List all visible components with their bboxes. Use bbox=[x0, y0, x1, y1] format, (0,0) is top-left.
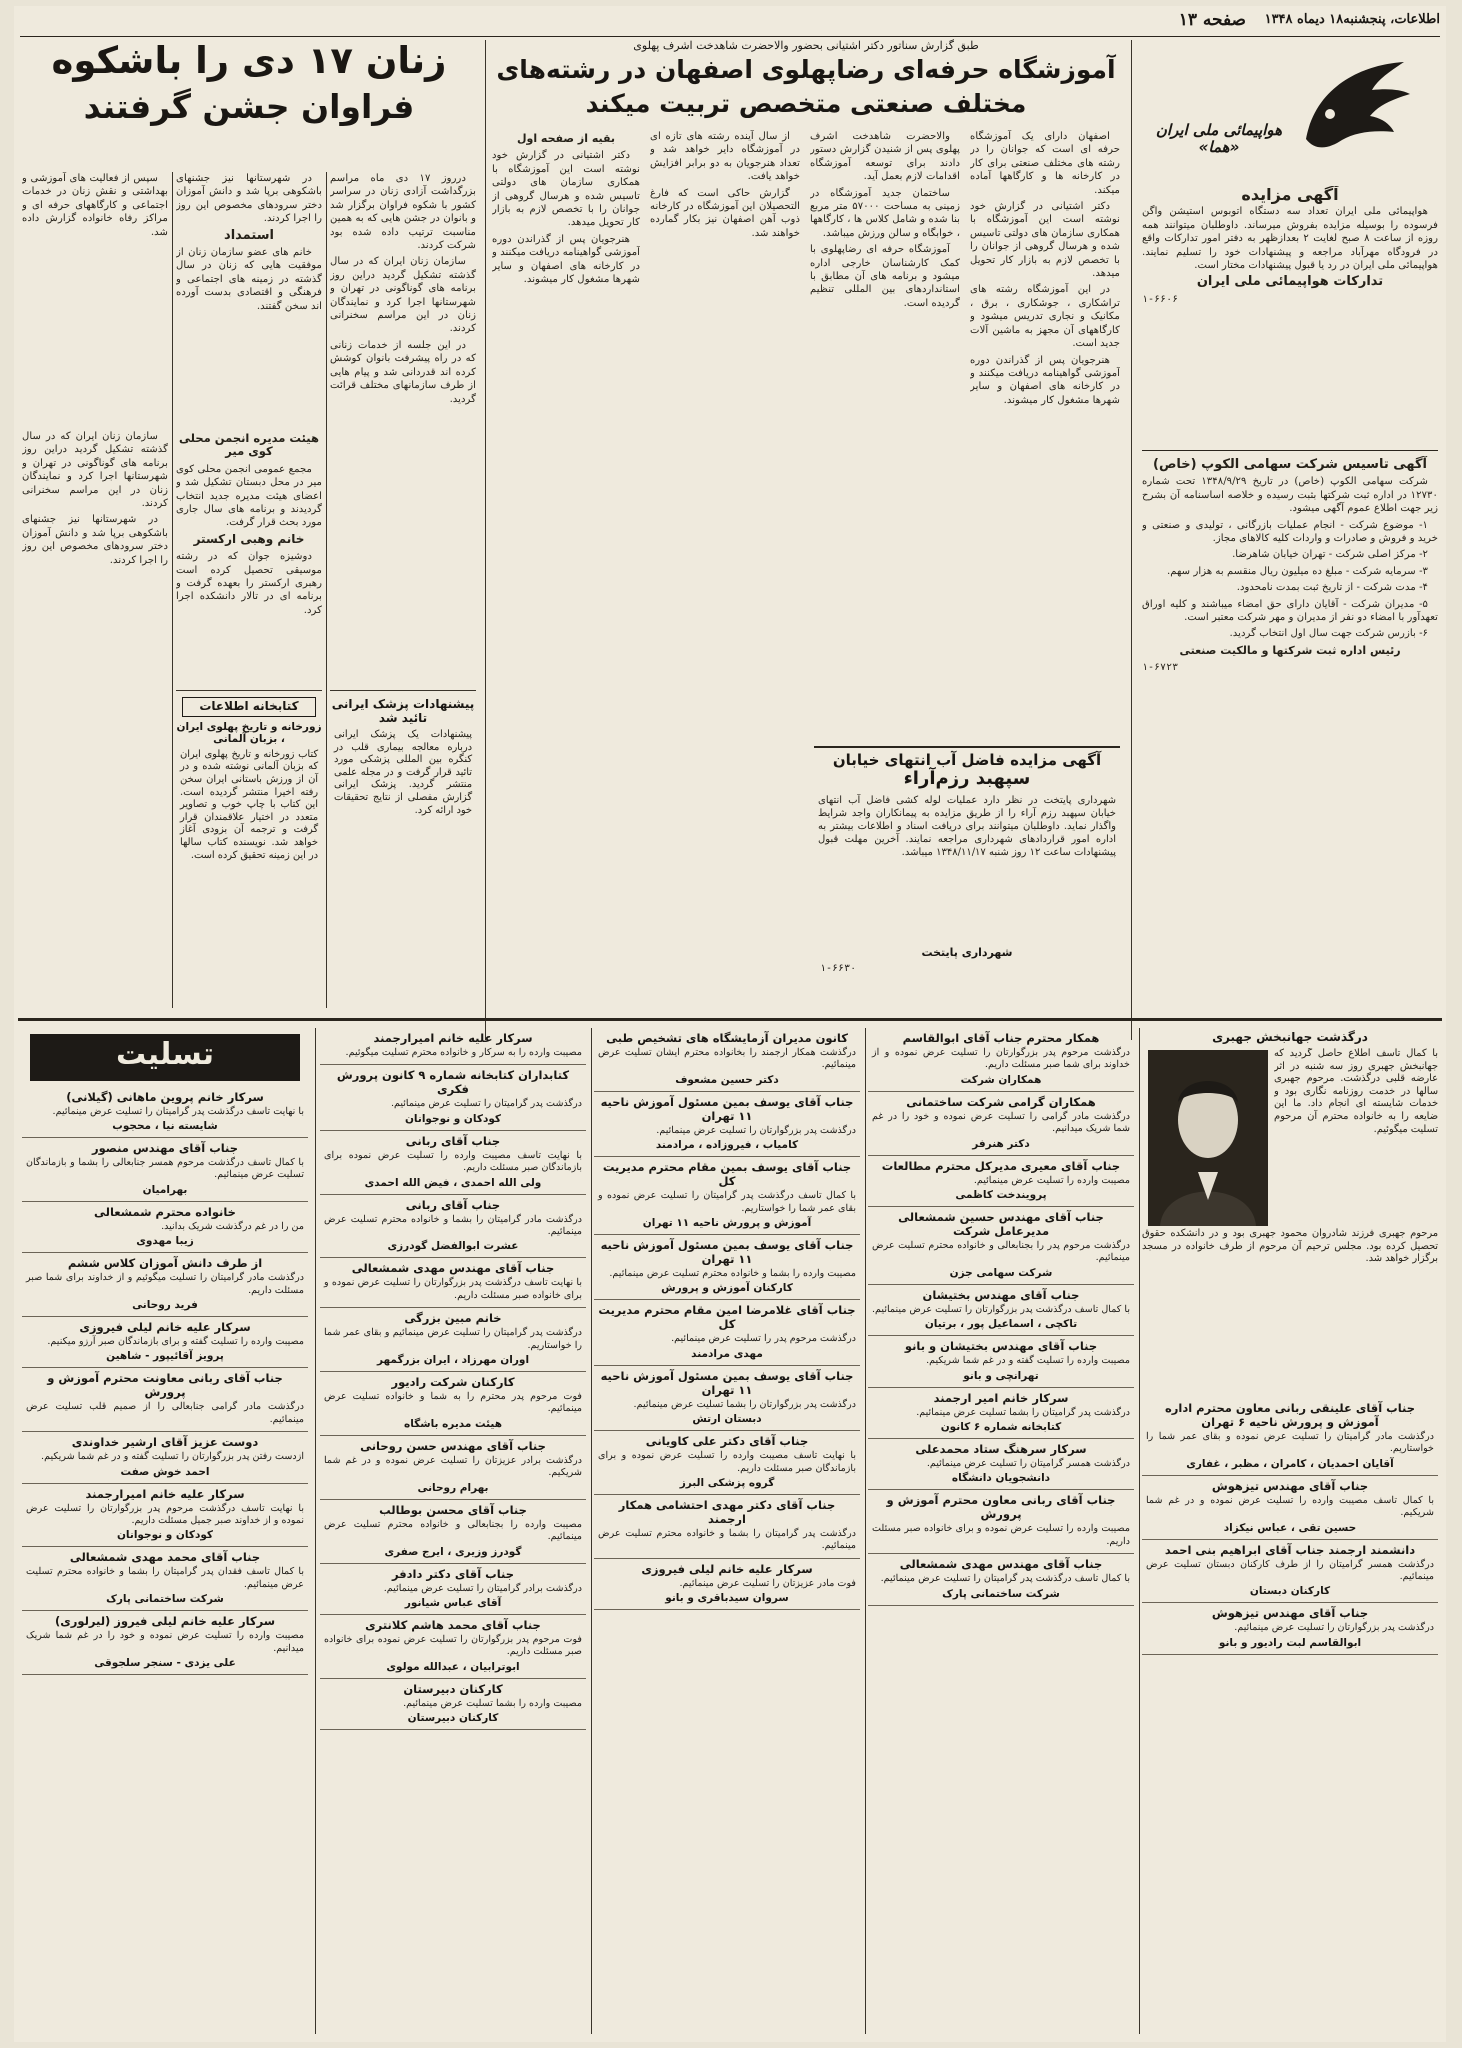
center-story-p9: گزارش حاکی است که فارغ التحصیلان این آموزشگاه در کارخانه ذوب آهن اصفهان نیز بکار گمارده خواهند شد. bbox=[650, 187, 800, 239]
notice-title: جناب آقای معیری مدیرکل محترم مطالعات bbox=[881, 1158, 1121, 1173]
notice-title: خانواده محترم شمشعالی bbox=[94, 1204, 236, 1219]
notice-title: سرکار علیه خانم امیرارجمند bbox=[373, 1031, 533, 1045]
condolence-notice bbox=[594, 1431, 860, 1495]
condolence-notice bbox=[22, 1202, 308, 1253]
company-ad-p1: شرکت سهامی الکوپ (خاص) در تاریخ ۱۳۴۸/۹/۲۹ تحت شماره ۱۲۷۳۰ در اداره ثبت شرکتها بثبت رسیده و خلاصه اساسنامه آن بشرح زیر جهت اطلاع عموم آگهی میشود. bbox=[1142, 476, 1438, 515]
lead-sub-2-title: خانم وهبی ارکستر bbox=[193, 531, 305, 546]
notice-text: درگذشت پدر بزرگوارتان را تسلیت عرض مینمائیم. bbox=[656, 1124, 856, 1136]
doctors-title: پیشنهادات پزشک ایرانی تائید شد bbox=[331, 697, 475, 725]
center-story-p3b: هنرجویان پس از گذراندن دوره آموزشی گواهینامه دریافت میکنند و در کارخانه های اصفهان و سایر شهرها مشغول کار میشوند. bbox=[492, 233, 640, 286]
condolence-notice bbox=[320, 1500, 586, 1564]
condolence-notice bbox=[594, 1366, 860, 1431]
condolence-notice bbox=[868, 1156, 1134, 1207]
condolence-notice bbox=[1142, 1603, 1438, 1654]
company-ad-p7: ۶- بازرس شرکت جهت سال اول انتخاب گردید. bbox=[1229, 628, 1428, 640]
notice-signature: تاکچی ، اسماعیل پور ، برتیان bbox=[924, 1318, 1078, 1331]
notice-signature: عشرت ابوالفضل گودرزی bbox=[387, 1240, 519, 1253]
notice-signature: سروان سیدباقری و بانو bbox=[665, 1592, 789, 1605]
notice-title: سرکار علیه خانم لیلی فیروز (لیرلوری) bbox=[54, 1614, 276, 1629]
airline-ad-code: ۱-۶۶۰۶ bbox=[1142, 293, 1179, 305]
notice-text: درگذشت همکار ارجمند را بخانواده محترم ایشان تسلیت عرض مینمائیم. bbox=[598, 1047, 856, 1071]
notice-title: جناب آقای علینقی ربانی معاون محترم اداره آموزش و پرورش ناحیه ۶ تهران bbox=[1164, 1401, 1416, 1429]
notice-title: دانشمند ارجمند جناب آقای ابراهیم بنی احمد bbox=[1164, 1542, 1416, 1557]
auction-code: ۱-۶۶۳۰ bbox=[820, 962, 857, 974]
lead-p2b: سازمان زنان ایران که در سال گذشته تشکیل گردید دراین روز برنامه های گوناگونی در تهران و شهرستانها اجرا کرد و نمایندگان زنان در این مراسم سخنرانی کردند. bbox=[22, 431, 168, 510]
notice-title: جناب آقای ربانی معاون محترم آموزش و پرورش bbox=[886, 1493, 1116, 1522]
notice-signature: احمد خوش صفت bbox=[120, 1465, 210, 1478]
notice-title: جناب آقای دکتر مهدی احتشامی همکار ارجمند bbox=[618, 1498, 836, 1527]
notices-col-1 bbox=[22, 1087, 308, 1676]
section-rule bbox=[18, 1018, 1442, 1021]
company-ad-p4: ۳- سرمایه شرکت - مبلغ ده میلیون ریال منقسم به هزار سهم. bbox=[1166, 565, 1428, 577]
condolence-notice bbox=[22, 1368, 308, 1432]
notice-signature: شرکت سهامی جزن bbox=[949, 1266, 1053, 1279]
condolence-notice bbox=[868, 1439, 1134, 1490]
center-story-p7: آموزشگاه حرفه ای رضاپهلوی با کمک کارشناسان خارجی اداره میشود و برنامه های آن مطابق با استانداردهای بین المللی تنظیم گردیده است. bbox=[810, 244, 960, 309]
notice-signature: تهرانچی و بانو bbox=[963, 1369, 1039, 1382]
center-story-continued: بقیه از صفحه اول bbox=[516, 132, 616, 145]
company-ad-p6: ۵- مدیران شرکت - آقایان دارای حق امضاء میباشند و کلیه اوراق تعهدآور با امضاء دو نفر از مدیران و مهر شرکت معتبر است. bbox=[1142, 598, 1438, 624]
library-text: کتاب زورخانه و تاریخ پهلوی ایران که بزبان آلمانی نوشته شده و در آن از ورزش باستانی ایران سخن رفته اخیرا منتشر گردیده است. این کتاب با چاپ خوب و تصاویر متعدد در اختیار علاقمندان قرار گرفت و ترجمه آن بزودی آغاز خواهد شد. نویسنده کتاب سالها در این زمینه تحقیق کرده است. bbox=[180, 748, 318, 861]
notice-title: کارکنان دبیرستان bbox=[403, 1681, 503, 1696]
center-story-p1: اصفهان دارای یک آموزشگاه حرفه ای است که جوانان را در رشته های مختلف صنعتی برای کار در کارخانه ها و کارگاهها آماده میکند. bbox=[970, 131, 1120, 196]
doctors-text: پیشنهادات یک پزشک ایرانی درباره معالجه بیماری قلب در کنگره بین المللی پزشکی مورد تائید قرار گرفت و در مجله علمی منتشر گردید. پزشک ایرانی گزارش مفصلی از نتایج تحقیقات خود ارائه کرد. bbox=[334, 729, 472, 816]
notice-title: جناب آقای ربانی معاونت محترم آموزش و پرورش bbox=[47, 1371, 283, 1400]
memorial-box bbox=[1142, 1028, 1438, 2034]
auction-text: شهرداری پایتخت در نظر دارد عملیات لوله کشی فاضل آب انتهای خیابان سپهبد رزم آراء را از طریق مزایده به پیمانکاران واجد شرایط واگذار نماید. داوطلبان میتوانند برای دریافت اسناد و اطلاعات بیشتر به اداره امور قراردادهای شهرداری مراجعه نمایند. آخرین مهلت قبول پیشنهادات ساعت ۱۲ روز شنبه ۱۳۴۸/۱۱/۱۷ میباشد. bbox=[818, 794, 1116, 858]
notice-signature: همکاران شرکت bbox=[960, 1073, 1042, 1086]
notice-title: جناب آقای مهندس بختیشان و بانو bbox=[904, 1339, 1098, 1354]
center-story-col-1 bbox=[970, 130, 1120, 772]
notice-text: با نهایت تاسف مصیبت وارده را تسلیت عرض نموده برای بازماندگان صبر مسئلت داریم. bbox=[324, 1149, 582, 1174]
lead-subheading: استمداد bbox=[224, 227, 274, 243]
notice-text: درگذشت پدر گرامیتان را تسلیت عرض مینمائیم. bbox=[390, 1098, 582, 1110]
notice-title: کتابداران کتابخانه شماره ۹ کانون پرورش فکری bbox=[336, 1068, 570, 1097]
notice-signature: پرویز آقائیپور - شاهین bbox=[106, 1350, 224, 1363]
condolence-notice bbox=[594, 1495, 860, 1559]
notice-text: فوت مادر عزیزتان را تسلیت عرض مینمائیم. bbox=[679, 1577, 856, 1589]
condolence-notice bbox=[320, 1615, 586, 1679]
notice-signature: دکتر حسین مشعوف bbox=[675, 1073, 779, 1086]
notice-signature: علی یزدی - سنجر سلجوقی bbox=[94, 1657, 236, 1669]
notice-title: سرکار سرهنگ ستاد محمدعلی bbox=[915, 1442, 1087, 1457]
notice-signature: زیبا مهدوی bbox=[136, 1235, 194, 1248]
company-ad-title: آگهی تاسیس شرکت سهامی الکوپ (خاص) bbox=[1153, 457, 1427, 472]
notice-text: درگذشت پدر گرامیتان را بشما و خانواده محترم تسلیت عرض مینمائیم. bbox=[598, 1528, 856, 1552]
condolence-notice bbox=[594, 1235, 860, 1300]
condolence-notice bbox=[320, 1372, 586, 1436]
notice-title: جناب آقای دکتر علی کاویانی bbox=[645, 1434, 809, 1449]
condolence-notice bbox=[22, 1484, 308, 1548]
notice-signature: گروه پزشکی البرز bbox=[679, 1477, 775, 1490]
company-ad-p2: ۱- موضوع شرکت - انجام عملیات بازرگانی ، تولیدی و صنعتی و خرید و فروش و صادرات و واردات کلیه کالاهای مجاز. bbox=[1142, 519, 1438, 545]
notice-title: همکار محترم جناب آقای ابوالقاسم bbox=[902, 1031, 1100, 1045]
notice-text: مصیبت وارده را تسلیت عرض مینمائیم. bbox=[973, 1174, 1130, 1186]
notice-signature: آقای عباس شیانور bbox=[404, 1596, 502, 1609]
notice-text: مصیبت وارده را تسلیت گفته و برای بازماندگان صبر آرزو میکنیم. bbox=[47, 1335, 304, 1347]
notice-text: با کمال تاسف درگذشت پدر گرامیتان را تسلیت عرض مینمائیم. bbox=[880, 1573, 1130, 1585]
homa-logo-text: هواپیمائی ملی ایران «هما» bbox=[1155, 121, 1283, 157]
notice-title: جناب آقای یوسف بمین مسئول آموزش ناحیه ۱۱ تهران bbox=[600, 1368, 854, 1397]
notice-title: جناب آقای محمد مهدی شمشعالی bbox=[69, 1550, 261, 1565]
condolence-notice bbox=[320, 1131, 586, 1195]
notice-title: جناب آقای مهندس مهدی شمشعالی bbox=[351, 1261, 555, 1276]
notice-title: جناب آقای مهندس منصور bbox=[91, 1140, 239, 1155]
notice-text: درگذشت مرحوم پدر را تسلیت عرض مینمائیم. bbox=[671, 1333, 856, 1345]
page-number: صفحه ۱۳ bbox=[1178, 10, 1246, 30]
lead-p4: در شهرستانها نیز جشنهای باشکوهی برپا شد و دانش آموزان دختر سرودهای مخصوص این روز را اجرا کردند. bbox=[176, 173, 322, 225]
notice-title: سرکار علیه خانم لیلی فیروزی bbox=[641, 1561, 813, 1576]
notice-text: فوت مرحوم پدر محترم را به شما و خانواده تسلیت عرض مینمائیم. bbox=[324, 1391, 582, 1415]
notice-title: خانم مبین بزرگی bbox=[404, 1311, 502, 1326]
condolence-notice bbox=[1142, 1476, 1438, 1540]
notice-title: جناب آقای ربانی bbox=[405, 1197, 501, 1212]
notice-signature: فرید روحانی bbox=[132, 1298, 198, 1311]
lead-sub-1-text: مجمع عمومی انجمن محلی کوی میر در محل دبستان تشکیل شد و اعضای هیئت مدیره جدید انتخاب گردیدند و برنامه های سال جاری مورد بحث قرار گرفت. bbox=[176, 463, 322, 529]
notice-text: درگذشت مادر گرامیتان را تسلیت میگوئیم و از خداوند برای شما صبر مسئلت داریم. bbox=[26, 1272, 304, 1296]
notice-title: همکاران گرامی شرکت ساختمانی bbox=[906, 1094, 1096, 1109]
center-story-p5: والاحضرت شاهدخت اشرف پهلوی پس از شنیدن گزارش دستور دادند برای توسعه آموزشگاه اقدامات لازم بعمل آید. bbox=[810, 131, 960, 183]
notice-text: درگذشت مرحوم پدر را بجنابعالی و خانواده محترم تسلیت عرض مینمائیم. bbox=[872, 1240, 1130, 1264]
airline-ad-text: هواپیمائی ملی ایران تعداد سه دستگاه اتوبوس استیشن واگن فرسوده را بوسیله مزایده بفروش میرساند. داوطلبان میتوانند همه روزه از ساعت ۸ صبح لغایت ۲ بعدازظهر به دفتر امور تدارکات واقع در فرودگاه مهرآباد مراجعه و پیشنهادات خود را تسلیم نمایند. هواپیمائی ملی ایران در رد یا قبول پیشنهادات مختار است. bbox=[1142, 206, 1438, 272]
lead-p4b: در شهرستانها نیز جشنهای باشکوهی برپا شد و دانش آموزان دختر سرودهای مخصوص این روز را اجرا کردند. bbox=[22, 514, 168, 566]
lead-sub-2-text: دوشیزه جوان که در رشته موسیقی تحصیل کرده است رهبری ارکستر را بعهده گرفت و برنامه ای در تالار دانشکده اجرا کرد. bbox=[176, 551, 322, 616]
homa-logo-icon bbox=[1286, 44, 1416, 164]
notice-text: درگذشت برادر گرامیتان را تسلیت عرض مینمائیم. bbox=[383, 1582, 582, 1594]
notice-text: مصیبت وارده را تسلیت گفته و در غم شما شریکیم. bbox=[926, 1355, 1130, 1367]
notice-signature: دانشجویان دانشگاه bbox=[951, 1472, 1051, 1485]
notice-text: درگذشت پدر بزرگوارتان را تسلیت عرض مینمائیم. bbox=[1234, 1622, 1434, 1634]
lead-p2: سازمان زنان ایران که در سال گذشته تشکیل گردید دراین روز برنامه های گوناگونی در تهران و شهرستانها اجرا کرد و نمایندگان زنان در این مراسم سخنرانی کردند. bbox=[330, 256, 476, 335]
lead-p3: در این جلسه از خدمات زنانی که در راه پیشرفت بانوان کوشش کرده اند قدردانی شد و پیام هایی از طرف سازمانهای مختلف قرائت گردید. bbox=[330, 339, 476, 405]
center-story-p1b: دکتر اشتیانی در گزارش خود نوشته است این آموزشگاه با همکاری سازمان های دولتی تاسیس شده و هرسال گروهی از جوانان را با تخصص لازم به بازار کار تحویل میدهد. bbox=[492, 150, 640, 229]
notice-signature: کارکنان آموزش و پرورش bbox=[661, 1282, 793, 1295]
center-story-title-1: آموزشگاه حرفه‌ای رضاپهلوی اصفهان در رشته‌های bbox=[496, 55, 1116, 84]
company-ad-p5: ۴- مدت شرکت - از تاریخ ثبت بمدت نامحدود. bbox=[1236, 582, 1428, 594]
center-story-p6: ساختمان جدید آموزشگاه در زمینی به مساحت ۵۷۰۰۰ متر مربع بنا شده و شامل کلاس ها ، کارگاهها ، خوابگاه و سالن ورزش میباشد. bbox=[810, 187, 960, 239]
column-divider bbox=[865, 1028, 866, 2034]
notice-text: مصیبت وارده را بجنابعالی و خانواده محترم تسلیت عرض مینمائیم. bbox=[324, 1518, 582, 1543]
center-story-title-2: مختلف صنعتی متخصص تربیت میکند bbox=[585, 89, 1027, 118]
library-box bbox=[176, 690, 322, 1009]
notice-text: ازدست رفتن پدر بزرگوارتان را تسلیت گفته و در غم شما شریکیم. bbox=[41, 1451, 304, 1463]
condolence-notice bbox=[320, 1195, 586, 1259]
notice-text: با نهایت تاسف درگذشت پدر گرامیتان را تسلیت عرض مینمائیم. bbox=[52, 1105, 304, 1117]
condolence-notice bbox=[22, 1087, 308, 1138]
notice-text: درگذشت مادر گرامی جنابعالی را از صمیم قلب تسلیت عرض مینمائیم. bbox=[26, 1401, 304, 1425]
lead-col-4 bbox=[22, 430, 168, 680]
lead-p1: درروز ۱۷ دی ماه مراسم بزرگداشت آزادی زنان در سراسر کشور با شکوه فراوان برگزار شد و بانوان در جشن هایی که به همین مناسبت ترتیب داده شده بود شرکت کردند. bbox=[330, 173, 476, 252]
condolence-notice bbox=[22, 1317, 308, 1368]
condolence-notice bbox=[1142, 1540, 1438, 1604]
column-divider bbox=[591, 1028, 592, 2034]
condolence-notice bbox=[320, 1679, 586, 1730]
condolence-notice bbox=[868, 1336, 1134, 1387]
notices-col-2 bbox=[320, 1028, 586, 2034]
notice-title: جناب آقای یوسف بمین مسئول آموزش ناحیه ۱۱ تهران bbox=[600, 1238, 854, 1267]
notice-title: از طرف دانش آموزان کلاس ششم bbox=[67, 1256, 263, 1271]
notice-signature: هیئت مدیره باشگاه bbox=[404, 1417, 502, 1430]
column-divider bbox=[326, 172, 327, 1008]
condolence-notice bbox=[868, 1554, 1134, 1605]
lead-title-1: زنان ۱۷ دی را باشکوه bbox=[51, 39, 447, 82]
lead-title-2: فراوان جشن گرفتند bbox=[83, 87, 415, 126]
notice-signature: کتابخانه شماره ۶ کانون bbox=[940, 1421, 1062, 1434]
column-divider bbox=[172, 172, 173, 1008]
lead-col-1 bbox=[330, 172, 476, 682]
lead-p5: خانم های عضو سازمان زنان از موفقیت هایی که زنان در سال گذشته در زمینه های اجتماعی و فرهنگی و اقتصادی بدست آورده اند سخن گفتند. bbox=[176, 247, 322, 312]
airline-ad bbox=[1138, 40, 1442, 190]
notice-title: جناب آقای مهندس مهدی شمشعالی bbox=[899, 1557, 1103, 1572]
notices-col-5 bbox=[1142, 1398, 1438, 1655]
column-divider bbox=[315, 1028, 316, 2034]
notice-title: جناب آقای محسن بوطالب bbox=[379, 1502, 527, 1517]
center-story-p2: دکتر اشتیانی در گزارش خود نوشته است این آموزشگاه با همکاری سازمان های دولتی تاسیس شده و هرسال گروهی از جوانان را با تخصص لازم به بازار کار تحویل میدهد. bbox=[970, 201, 1120, 280]
condolence-notice bbox=[320, 1564, 586, 1615]
condolence-notice bbox=[320, 1308, 586, 1372]
notice-signature: شرکت ساختمانی پارک bbox=[942, 1587, 1060, 1600]
notice-text: مصیبت وارده را به سرکار و خانواده محترم تسلیت میگوئیم. bbox=[345, 1047, 582, 1058]
notice-text: درگذشت مرحوم پدر بزرگوارتان را تسلیت عرض نموده و از خداوند برای شما صبر مسئلت داریم. bbox=[872, 1047, 1130, 1071]
notice-signature: بهرام روحانی bbox=[417, 1481, 489, 1494]
memorial-photo bbox=[1148, 1050, 1268, 1226]
notice-signature: شایسته نیا ، محجوب bbox=[112, 1119, 218, 1132]
lead-col-3 bbox=[22, 172, 168, 422]
notice-text: مصیبت وارده را بشما و خانواده محترم تسلیت عرض مینمائیم. bbox=[609, 1268, 856, 1280]
condolence-notice bbox=[868, 1207, 1134, 1285]
condolence-notice bbox=[868, 1028, 1134, 1092]
paper-date: اطلاعات، پنجشنبه۱۸ دیماه ۱۳۴۸ bbox=[1264, 12, 1440, 27]
notice-title: دوست عزیز آقای ارشیر خداوندی bbox=[71, 1435, 259, 1450]
notice-text: با کمال تاسف درگذشت مرحوم همسر جنابعالی را بشما و بازماندگان تسلیت عرض مینمائیم. bbox=[26, 1156, 304, 1181]
notice-text: مصیبت وارده را تسلیت عرض نموده و خود را در غم شما شریک میدانیم. bbox=[26, 1630, 304, 1654]
notice-title: سرکار علیه خانم لیلی فیروزی bbox=[79, 1319, 251, 1334]
airline-ad-body bbox=[1142, 186, 1438, 486]
doctors-box bbox=[330, 690, 476, 1009]
condolence-notice bbox=[320, 1028, 586, 1065]
company-ad-code: ۱-۶۷۲۳ bbox=[1142, 662, 1179, 674]
notice-title: جناب آقای ربانی bbox=[405, 1133, 501, 1148]
notice-signature: بهرامیان bbox=[142, 1183, 188, 1196]
condolence-notice bbox=[868, 1092, 1134, 1156]
notice-text: درگذشت همسر گرامیتان را تسلیت عرض مینمائیم. bbox=[926, 1458, 1130, 1470]
memorial-text-1: با کمال تاسف اطلاع حاصل گردید که جهانبخش جهبری روز سه شنبه در اثر عارضه قلبی درگذشت. مرحوم جهبری سالها در خدمت روزنامه نگاری بود و خدمات شایسته ای انجام داد. ما این ضایعه را به خانواده محترم آن مرحوم تسلیت میگوئیم. bbox=[1274, 1048, 1438, 1135]
condolence-notice bbox=[22, 1547, 308, 1611]
notices-col-1-wrap bbox=[22, 1028, 308, 2034]
header-rule bbox=[20, 36, 1440, 37]
notice-text: با کمال تاسف درگذشت پدر گرامیتان را تسلیت عرض نموده و بقای عمر شما را خواستاریم. bbox=[598, 1190, 856, 1214]
notice-text: با نهایت تاسف درگذشت مرحوم پدر بزرگوارتان را تسلیت عرض نموده و از خداوند صبر جمیل مسئلت داریم. bbox=[26, 1502, 304, 1526]
notice-signature: مهدی مرادمند bbox=[691, 1347, 763, 1360]
column-divider bbox=[485, 40, 486, 1040]
notice-text: درگذشت همسر گرامیتان را از طرف کارکنان دبستان تسلیت عرض مینمائیم. bbox=[1146, 1558, 1434, 1583]
notice-text: درگذشت پدر بزرگوارتان را بشما تسلیت عرض مینمائیم. bbox=[633, 1398, 856, 1410]
center-story-col-3 bbox=[650, 130, 800, 730]
notice-text: با کمال تاسف درگذشت پدر بزرگوارتان را تسلیت عرض مینمائیم. bbox=[871, 1303, 1130, 1315]
notice-signature: کودکان و نوجوانان bbox=[404, 1112, 502, 1125]
notice-signature: حسین تقی ، عباس نیکزاد bbox=[1223, 1521, 1357, 1534]
notice-text: با نهایت تاسف درگذشت پدر بزرگوارتان را تسلیت عرض نموده و برای خانواده صبر مسئلت داریم. bbox=[324, 1277, 582, 1301]
column-divider bbox=[1131, 40, 1132, 1040]
airline-ad-rule bbox=[1142, 450, 1438, 451]
notice-text: درگذشت پدر گرامیتان را بشما تسلیت عرض مینمائیم. bbox=[916, 1406, 1130, 1418]
notice-title: سرکار خانم امیر ارجمند bbox=[933, 1390, 1069, 1405]
notice-signature: دبستان ارتش bbox=[692, 1413, 762, 1426]
notice-text: با نهایت تاسف مصیبت وارده را تسلیت عرض نموده و برای بازماندگان صبر مسئلت داریم. bbox=[598, 1450, 856, 1474]
library-book-title: زورخانه و تاریخ پهلوی ایران ، بزبان آلمانی bbox=[176, 720, 322, 745]
airline-ad-signature: تدارکات هواپیمائی ملی ایران bbox=[1196, 274, 1384, 290]
airline-ad-title: آگهی مزایده bbox=[1241, 186, 1339, 204]
notice-title: جناب آقای دکتر دادفر bbox=[391, 1566, 515, 1581]
condolence-notice bbox=[868, 1285, 1134, 1336]
notice-text: درگذشت مادر گرامیتان را تسلیت عرض نموده و بقای عمر شما را خواستاریم. bbox=[1146, 1431, 1434, 1455]
notice-signature: شرکت ساختمانی پارک bbox=[106, 1593, 224, 1606]
notice-text: با کمال تاسف فقدان پدر گرامیتان را بشما و خانواده محترم تسلیت عرض مینمائیم. bbox=[26, 1566, 304, 1590]
auction-signature: شهرداری پایتخت bbox=[921, 945, 1013, 959]
lead-sub-1-title: هیئت مدیره انجمن محلی کوی میر bbox=[179, 431, 319, 459]
condolence-notice bbox=[868, 1490, 1134, 1554]
condolence-notice bbox=[22, 1253, 308, 1317]
notice-signature: آقایان احمدیان ، کامران ، مظبر ، غفاری bbox=[1186, 1457, 1394, 1470]
condolence-notice bbox=[594, 1300, 860, 1365]
notice-title: کانون مدیران آزمایشگاه های تشخیص طبی bbox=[606, 1031, 848, 1045]
notice-signature: کارکنان دبیرستان bbox=[407, 1712, 499, 1725]
notice-signature: آموزش و پرورش ناحیه ۱۱ تهران bbox=[642, 1217, 812, 1230]
condolence-notice bbox=[594, 1559, 860, 1610]
notice-title: جناب آقای مهندس تیزهوش bbox=[1211, 1606, 1369, 1621]
condolence-notice bbox=[594, 1157, 860, 1235]
notice-title: کارکنان شرکت رادیور bbox=[391, 1375, 515, 1390]
condolence-notice bbox=[868, 1388, 1134, 1439]
notice-signature: اوران مهرزاد ، ایران بزرگمهر bbox=[376, 1354, 530, 1367]
notice-text: من را در غم درگذشت شریک بدانید. bbox=[161, 1220, 304, 1232]
notice-text: درگذشت مادر گرامی را تسلیت عرض نموده و خود را در غم شما شریک میدانیم. bbox=[872, 1110, 1130, 1135]
notice-title: جناب آقای یوسف بمین مقام محترم مدیریت کل bbox=[602, 1160, 852, 1189]
auction-title-1: آگهی مزایده فاضل آب انتهای خیابان bbox=[832, 751, 1102, 769]
lead-col-2 bbox=[176, 172, 322, 422]
notices-col-3 bbox=[594, 1028, 860, 2034]
newspaper-page bbox=[14, 6, 1446, 2042]
notice-text: فوت مرحوم پدر بزرگوارتان را تسلیت عرض نموده برای خانواده صبر مسئلت داریم. bbox=[324, 1633, 582, 1658]
notice-title: جناب آقای مهندس بختیشان bbox=[922, 1287, 1080, 1302]
library-title: کتابخانه اطلاعات bbox=[182, 697, 316, 717]
notice-signature: کامیاب ، فیروزاده ، مرادمند bbox=[655, 1139, 799, 1152]
lead-sub-col bbox=[176, 430, 322, 680]
auction-notice bbox=[814, 746, 1120, 1010]
notices-col-4 bbox=[868, 1028, 1134, 2034]
notice-title: جناب آقای مهندس تیزهوش bbox=[1211, 1478, 1369, 1493]
memorial-text-2: مرحوم جهبری فرزند شادروان محمود جهبری بود و در دانشکده حقوق تحصیل کرده بود. مجلس ترحیم آن مرحوم از طرف خانواده در مسجد برگزار خواهد شد. bbox=[1142, 1228, 1438, 1265]
center-story-col-4 bbox=[492, 130, 640, 772]
notice-text: درگذشت پدر گرامیتان را تسلیت عرض مینمائیم و بقای عمر شما را خواستاریم. bbox=[324, 1327, 582, 1351]
center-story-p8: از سال آینده رشته های تازه ای در آموزشگاه دایر خواهد شد و تعداد هنرجویان به دو برابر افزایش خواهد یافت. bbox=[650, 131, 800, 183]
column-divider bbox=[1139, 1028, 1140, 2034]
notice-signature: ولی الله احمدی ، فیض الله احمدی bbox=[364, 1176, 542, 1189]
company-ad-signature: رئیس اداره ثبت شرکتها و مالکیت صنعتی bbox=[1179, 643, 1401, 657]
center-story-p4: هنرجویان پس از گذراندن دوره آموزشی گواهینامه دریافت میکنند و در کارخانه های اصفهان و سایر شهرها مشغول کار میشوند. bbox=[970, 354, 1120, 406]
notice-title: سرکار خانم پروین ماهانی (گیلانی) bbox=[66, 1089, 264, 1104]
company-ad-p3: ۲- مرکز اصلی شرکت - تهران خیابان شاهرضا. bbox=[1232, 549, 1428, 561]
notice-title: جناب آقای یوسف بمین مسئول آموزش ناحیه ۱۱ تهران bbox=[600, 1094, 854, 1123]
notice-title: جناب آقای غلامرضا امین مقام محترم مدیریت کل bbox=[598, 1303, 856, 1332]
notice-signature: ابوترابیان ، عبدالله مولوی bbox=[386, 1660, 520, 1673]
notice-signature: کودکان و نوجوانان bbox=[116, 1529, 214, 1542]
notice-text: مصیبت وارده را تسلیت عرض نموده و برای خانواده صبر مسئلت داریم. bbox=[872, 1523, 1130, 1547]
notice-signature: پرویندخت کاظمی bbox=[955, 1189, 1047, 1202]
memorial-title: درگذشت جهانبخش جهبری bbox=[1212, 1030, 1368, 1044]
notice-text: با کمال تاسف مصیبت وارده را تسلیت عرض نموده و در غم شما شریکیم. bbox=[1146, 1494, 1434, 1519]
condolence-notice bbox=[594, 1028, 860, 1092]
center-story-kicker: طبق گزارش سناتور دکتر اشتیانی بحضور والاحضرت شاهدخت اشرف پهلوی bbox=[633, 39, 979, 52]
notice-signature: گودرز وزیری ، ایرج صفری bbox=[384, 1545, 522, 1558]
center-story-col-2 bbox=[810, 130, 960, 730]
notice-signature: ابوالقاسم لبت رادیور و بانو bbox=[1218, 1636, 1362, 1649]
notice-signature: کارکنان دبستان bbox=[1249, 1585, 1331, 1598]
company-ad bbox=[1142, 456, 1438, 1016]
condolence-notice bbox=[594, 1092, 860, 1157]
condolence-notice bbox=[320, 1258, 586, 1308]
notice-title: جناب آقای مهندس حسن روحانی bbox=[360, 1438, 546, 1453]
lead-p6: سپس از فعالیت های آموزشی و بهداشتی و نقش زنان در خدمات اجتماعی و کارگاههای حرفه ای و مراکز رفاه خانواده گزارش داده شد. bbox=[22, 173, 168, 238]
center-story-p3: در این آموزشگاه رشته های تراشکاری ، جوشکاری ، برق ، مکانیک و نجاری تدریس میشود و کارگاههای آن مجهز به ماشین آلات جدید است. bbox=[970, 284, 1120, 350]
condolence-notice bbox=[22, 1432, 308, 1483]
condolence-notice bbox=[320, 1065, 586, 1130]
notice-text: درگذشت مادر گرامیتان را بشما و خانواده محترم تسلیت عرض مینمائیم. bbox=[324, 1213, 582, 1238]
notice-title: سرکار علیه خانم امیرارجمند bbox=[85, 1486, 245, 1501]
notice-title: جناب آقای محمد هاشم کلانتری bbox=[365, 1617, 541, 1632]
condolence-banner: تسلیت bbox=[30, 1034, 300, 1081]
auction-title-2: سپهبد رزم‌آراء bbox=[903, 768, 1031, 790]
condolence-notice bbox=[1142, 1398, 1438, 1476]
notice-signature: دکتر هنرفر bbox=[972, 1137, 1030, 1150]
notice-text: درگذشت برادر عزیزتان را تسلیت عرض نموده و در غم شما شریکیم. bbox=[324, 1454, 582, 1479]
condolence-notice bbox=[320, 1436, 586, 1500]
notice-title: جناب آقای مهندس حسین شمشعالی مدیرعامل شرکت bbox=[898, 1210, 1104, 1239]
condolence-notice bbox=[22, 1138, 308, 1202]
notice-text: مصیبت وارده را بشما تسلیت عرض مینمائیم. bbox=[403, 1697, 582, 1709]
condolence-notice bbox=[22, 1611, 308, 1675]
